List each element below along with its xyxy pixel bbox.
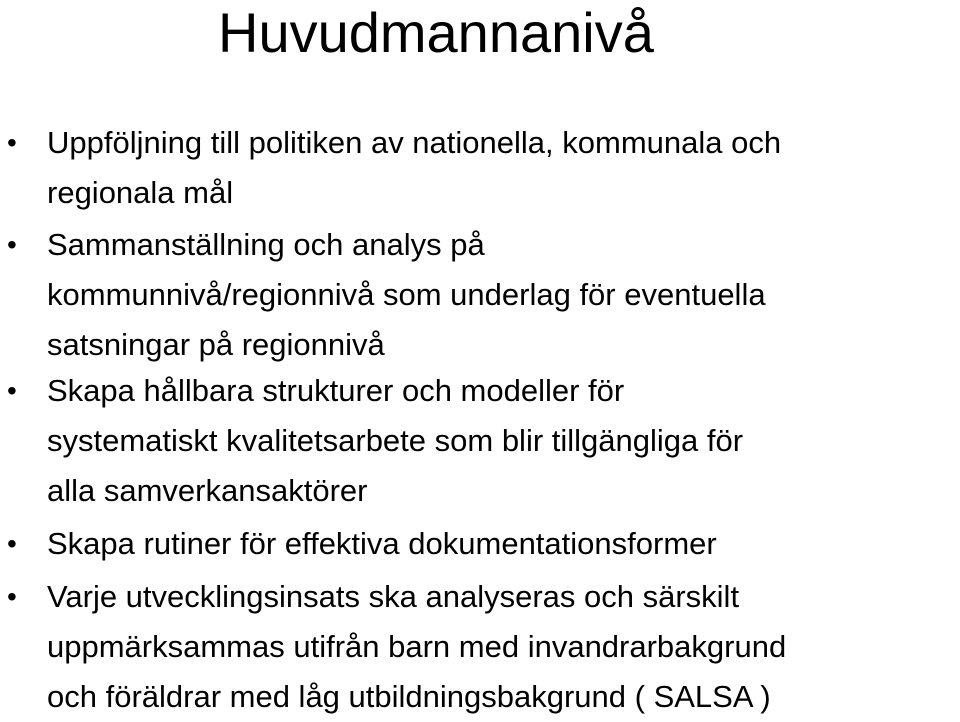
bullet-line: regionala mål bbox=[47, 175, 234, 210]
bullet-icon: • bbox=[7, 375, 17, 406]
bullet-text bbox=[47, 220, 960, 370]
bullet-line: Skapa hållbara strukturer och modeller för bbox=[47, 373, 625, 408]
bullet-text bbox=[47, 366, 960, 516]
bullet-line: systematiskt kvalitetsarbete som blir tillgängliga för bbox=[47, 423, 744, 458]
bullet-icon: • bbox=[7, 127, 17, 158]
bullet-line: alla samverkansaktörer bbox=[47, 473, 368, 508]
bullet-line: och föräldrar med låg utbildningsbakgrund ( SALSA ) bbox=[47, 679, 771, 714]
bullet-text bbox=[47, 118, 960, 218]
bullet-line: satsningar på regionnivå bbox=[47, 327, 385, 362]
bullet-text bbox=[47, 572, 960, 722]
bullet-line: Uppföljning till politiken av nationella, kommunala och bbox=[47, 125, 782, 160]
bullet-text bbox=[47, 519, 960, 569]
bullet-line: Skapa rutiner för effektiva dokumentationsformer bbox=[47, 526, 717, 561]
slide-title: Huvudmannanivå bbox=[218, 1, 654, 64]
bullet-line: kommunnivå/regionnivå som underlag för eventuella bbox=[47, 277, 766, 312]
bullet-icon: • bbox=[7, 581, 17, 612]
bullet-icon: • bbox=[7, 229, 17, 260]
bullet-icon: • bbox=[7, 528, 17, 559]
bullet-line: Varje utvecklingsinsats ska analyseras och särskilt bbox=[47, 579, 740, 614]
bullet-line: Sammanställning och analys på bbox=[47, 227, 485, 262]
bullet-line: uppmärksammas utifrån barn med invandrarbakgrund bbox=[47, 629, 787, 664]
